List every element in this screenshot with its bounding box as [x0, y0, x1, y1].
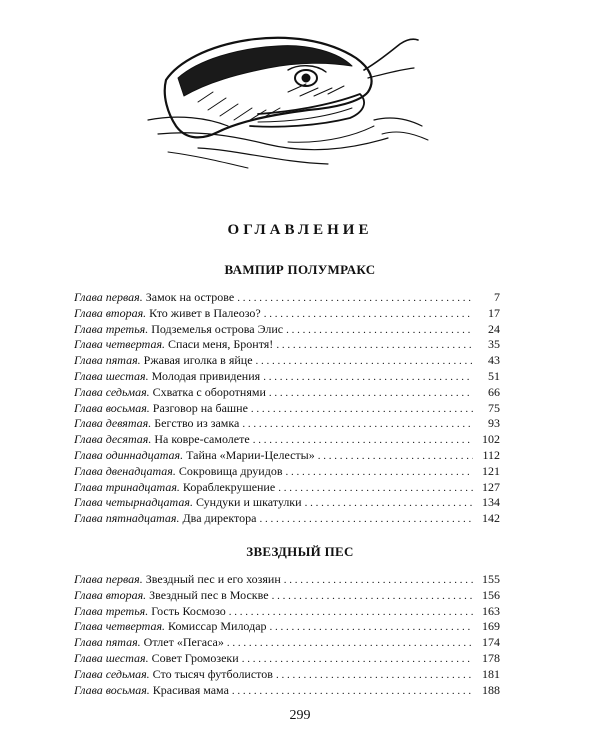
- chapter-title: Сто тысяч футболистов: [152, 666, 273, 681]
- chapter-page: 121: [482, 463, 500, 478]
- leader-dots: [263, 370, 473, 385]
- toc-entry[interactable]: [74, 572, 500, 588]
- chapter-page: 43: [488, 353, 500, 368]
- chapter-label: Глава восьмая.: [74, 682, 150, 697]
- leader-dots: [305, 496, 473, 511]
- chapter-page: 17: [488, 305, 500, 320]
- chapter-label: Глава четвертая.: [74, 337, 166, 352]
- toc-entry[interactable]: [74, 385, 500, 401]
- chapter-page: 181: [482, 666, 500, 681]
- chapter-label: Глава девятая.: [74, 416, 152, 431]
- chapter-title: Подземелья острова Элис: [151, 321, 284, 336]
- chapter-page: 155: [482, 572, 500, 586]
- chapter-label: Глава тринадцатая.: [74, 479, 180, 494]
- chapter-label: Глава первая.: [74, 572, 143, 586]
- chapter-label: Глава вторая.: [74, 305, 147, 320]
- chapter-label: Глава двенадцатая.: [74, 463, 176, 478]
- leader-dots: [276, 668, 473, 683]
- chapter-page: 188: [482, 682, 500, 697]
- chapter-title: Отлет «Пегаса»: [143, 635, 224, 650]
- chapter-page: 102: [482, 432, 500, 447]
- chapter-page: 35: [488, 337, 500, 352]
- leader-dots: [276, 338, 473, 353]
- toc-entry[interactable]: [74, 683, 500, 699]
- chapter-title: Сундуки и шкатулки: [195, 495, 302, 510]
- leader-dots: [272, 589, 473, 604]
- page-number: 299: [289, 708, 311, 723]
- chapter-page: 75: [488, 400, 500, 415]
- chapter-label: Глава пятая.: [74, 353, 141, 368]
- chapter-label: Глава пятнадцатая.: [74, 511, 180, 526]
- chapter-title: Звездный пес в Москве: [149, 587, 269, 602]
- chapter-page: 24: [488, 321, 500, 336]
- chapter-page: 163: [482, 603, 500, 618]
- chapter-title: Тайна «Марии-Целесты»: [186, 447, 315, 462]
- toc-entry[interactable]: [74, 401, 500, 417]
- chapter-title: Гость Космозо: [151, 603, 226, 618]
- chapter-label: Глава десятая.: [74, 432, 152, 447]
- toc-entry[interactable]: [74, 353, 500, 369]
- toc-entry[interactable]: [74, 290, 500, 306]
- leader-dots: [318, 449, 473, 464]
- chapter-title: Кораблекрушение: [182, 479, 276, 494]
- toc-list: [74, 572, 500, 698]
- chapter-label: Глава четырнадцатая.: [74, 495, 193, 510]
- chapter-title: Разговор на башне: [152, 400, 248, 415]
- chapter-page: 112: [482, 447, 500, 462]
- toc-entry[interactable]: [74, 651, 500, 667]
- leader-dots: [264, 307, 473, 322]
- chapter-title: Комиссар Милодар: [168, 619, 267, 634]
- chapter-title: Сокровища друидов: [178, 463, 283, 478]
- chapter-label: Глава первая.: [74, 290, 143, 304]
- chapter-page: 156: [482, 587, 500, 602]
- chapter-page: 178: [482, 650, 500, 665]
- leader-dots: [269, 386, 473, 401]
- chapter-title: Схватка с оборотнями: [152, 384, 266, 399]
- chapter-page: 7: [494, 290, 500, 304]
- chapter-title: Два директора: [182, 511, 257, 526]
- chapter-title: Красивая мама: [152, 682, 229, 697]
- leader-dots: [259, 512, 473, 527]
- toc-entry[interactable]: [74, 495, 500, 511]
- leader-dots: [270, 620, 473, 635]
- toc-entry[interactable]: [74, 306, 500, 322]
- chapter-page: 169: [482, 619, 500, 634]
- toc-entry[interactable]: [74, 322, 500, 338]
- chapter-page: 134: [482, 495, 500, 510]
- leader-dots: [286, 465, 474, 480]
- chapter-page: 51: [488, 368, 500, 383]
- leader-dots: [229, 605, 473, 620]
- leader-dots: [256, 354, 473, 369]
- chapter-title: Совет Громозеки: [151, 650, 239, 665]
- toc-entry[interactable]: [74, 667, 500, 683]
- chapter-label: Глава одиннадцатая.: [74, 447, 184, 462]
- toc-entry[interactable]: [74, 464, 500, 480]
- toc-list: [74, 290, 500, 527]
- leader-dots: [242, 652, 473, 667]
- toc-entry[interactable]: [74, 448, 500, 464]
- toc-entry[interactable]: [74, 369, 500, 385]
- chapter-title: Молодая привидения: [151, 368, 261, 383]
- toc-entry[interactable]: [74, 432, 500, 448]
- leader-dots: [251, 402, 473, 417]
- leader-dots: [286, 323, 473, 338]
- sea-creature-head-icon: [138, 22, 438, 172]
- toc-entry[interactable]: [74, 635, 500, 651]
- chapter-label: Глава седьмая.: [74, 666, 150, 681]
- chapter-page: 127: [482, 479, 500, 494]
- chapter-title: Кто живет в Палеозо?: [149, 305, 261, 320]
- chapter-label: Глава вторая.: [74, 587, 147, 602]
- chapter-label: Глава третья.: [74, 603, 149, 618]
- toc-entry[interactable]: [74, 480, 500, 496]
- toc-entry[interactable]: [74, 619, 500, 635]
- chapter-page: 142: [482, 511, 500, 526]
- section-title: ЗВЕЗДНЫЙ ПЕС: [246, 544, 354, 559]
- chapter-label: Глава шестая.: [74, 650, 149, 665]
- leader-dots: [284, 573, 473, 588]
- toc-entry[interactable]: [74, 511, 500, 527]
- chapter-title: Спаси меня, Бронтя!: [168, 337, 274, 352]
- leader-dots: [278, 481, 473, 496]
- page-title: ОГЛАВЛЕНИЕ: [227, 222, 373, 238]
- leader-dots: [227, 636, 473, 651]
- leader-dots: [232, 684, 473, 699]
- leader-dots: [237, 291, 473, 306]
- toc-entry[interactable]: [74, 337, 500, 353]
- section-title: ВАМПИР ПОЛУМРАКС: [224, 262, 376, 277]
- chapter-label: Глава третья.: [74, 321, 149, 336]
- chapter-title: Бегство из замка: [154, 416, 240, 431]
- chapter-label: Глава седьмая.: [74, 384, 150, 399]
- toc-entry[interactable]: [74, 588, 500, 604]
- toc-entry[interactable]: [74, 604, 500, 620]
- chapter-page: 66: [488, 384, 500, 399]
- chapter-label: Глава шестая.: [74, 368, 149, 383]
- chapter-title: Ржавая иголка в яйце: [143, 353, 253, 368]
- chapter-page: 93: [488, 416, 500, 431]
- chapter-title: Звездный пес и его хозяин: [145, 572, 281, 586]
- toc-entry[interactable]: [74, 416, 500, 432]
- chapter-title: Замок на острове: [145, 290, 235, 304]
- chapter-label: Глава четвертая.: [74, 619, 166, 634]
- chapter-label: Глава пятая.: [74, 635, 141, 650]
- leader-dots: [253, 433, 473, 448]
- chapter-label: Глава восьмая.: [74, 400, 150, 415]
- chapter-page: 174: [482, 635, 500, 650]
- leader-dots: [242, 417, 473, 432]
- chapter-title: На ковре-самолете: [154, 432, 250, 447]
